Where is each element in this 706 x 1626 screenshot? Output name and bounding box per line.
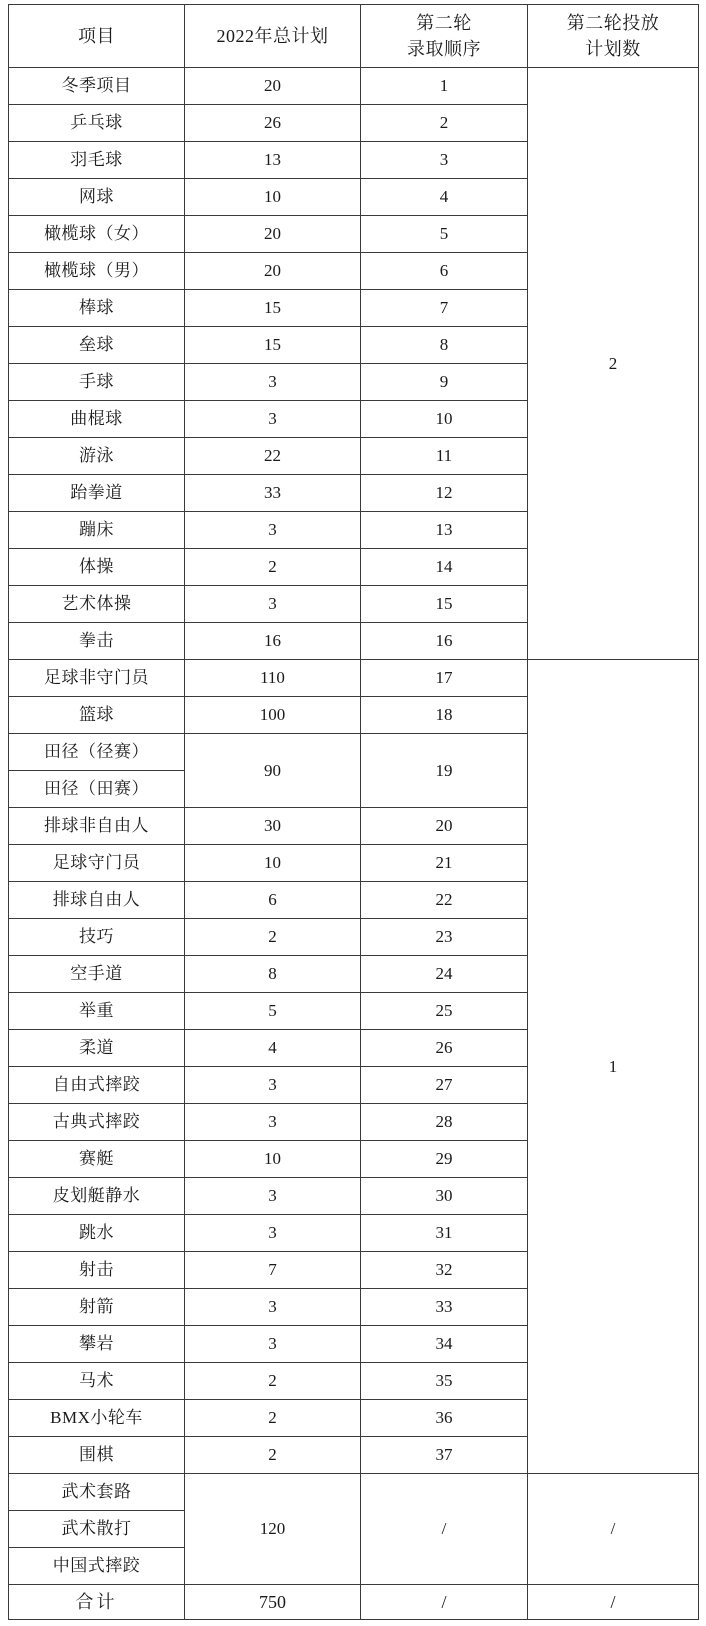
cell-item: 艺术体操: [9, 586, 185, 623]
cell-item: 武术套路: [9, 1474, 185, 1511]
cell-order: 31: [361, 1215, 528, 1252]
cell-item: 篮球: [9, 697, 185, 734]
cell-order: 13: [361, 512, 528, 549]
cell-order: 26: [361, 1030, 528, 1067]
cell-item: 射击: [9, 1252, 185, 1289]
cell-item: 足球守门员: [9, 845, 185, 882]
header-total-plan: 2022年总计划: [185, 5, 361, 68]
table-row: [9, 68, 699, 105]
cell-item: 拳击: [9, 623, 185, 660]
header-round2-order: [361, 5, 528, 68]
cell-order: 12: [361, 475, 528, 512]
cell-order: 6: [361, 253, 528, 290]
cell-item: 柔道: [9, 1030, 185, 1067]
cell-plan: 2: [185, 549, 361, 586]
cell-item: 田径（田赛）: [9, 771, 185, 808]
cell-plan: 26: [185, 105, 361, 142]
cell-total-label: 合计: [9, 1585, 185, 1620]
cell-order: 21: [361, 845, 528, 882]
cell-plan: 20: [185, 253, 361, 290]
cell-order: 5: [361, 216, 528, 253]
cell-item: 垒球: [9, 327, 185, 364]
cell-order: 8: [361, 327, 528, 364]
cell-plan: 6: [185, 882, 361, 919]
cell-plan: 3: [185, 401, 361, 438]
header-row: [9, 5, 699, 68]
cell-item: 举重: [9, 993, 185, 1030]
cell-order: 11: [361, 438, 528, 475]
cell-item: 排球自由人: [9, 882, 185, 919]
cell-order: 7: [361, 290, 528, 327]
table-header: [9, 5, 699, 68]
cell-order: 28: [361, 1104, 528, 1141]
cell-order: /: [361, 1474, 528, 1585]
cell-order: 24: [361, 956, 528, 993]
cell-item: BMX小轮车: [9, 1400, 185, 1437]
cell-item: 乒乓球: [9, 105, 185, 142]
cell-order: 9: [361, 364, 528, 401]
cell-plan: 100: [185, 697, 361, 734]
cell-order: 32: [361, 1252, 528, 1289]
cell-item: 田径（径赛）: [9, 734, 185, 771]
cell-order: 33: [361, 1289, 528, 1326]
cell-plan: 15: [185, 290, 361, 327]
cell-order: 2: [361, 105, 528, 142]
cell-order: 29: [361, 1141, 528, 1178]
cell-plan: 10: [185, 845, 361, 882]
cell-item: 曲棍球: [9, 401, 185, 438]
enrollment-plan-table: [8, 4, 699, 1620]
cell-plan: 3: [185, 1289, 361, 1326]
cell-item: 棒球: [9, 290, 185, 327]
header-item: 项目: [9, 5, 185, 68]
cell-plan: 5: [185, 993, 361, 1030]
cell-plan: 90: [185, 734, 361, 808]
cell-round2-plan-group2: 1: [528, 660, 699, 1474]
cell-order: 30: [361, 1178, 528, 1215]
cell-order: 17: [361, 660, 528, 697]
cell-round2-plan-group1: 2: [528, 68, 699, 660]
table-body: [9, 68, 699, 1620]
header-round2-plan-line2: 计划数: [585, 39, 641, 59]
cell-order: 25: [361, 993, 528, 1030]
header-round2-plan: [528, 5, 699, 68]
cell-item: 皮划艇静水: [9, 1178, 185, 1215]
cell-item: 攀岩: [9, 1326, 185, 1363]
cell-round2-plan-group3: /: [528, 1474, 699, 1585]
header-round2-plan-line1: 第二轮投放: [566, 12, 660, 33]
cell-order: 37: [361, 1437, 528, 1474]
cell-item: 羽毛球: [9, 142, 185, 179]
cell-plan: 10: [185, 179, 361, 216]
cell-item: 空手道: [9, 956, 185, 993]
cell-plan: 3: [185, 1067, 361, 1104]
cell-item: 跆拳道: [9, 475, 185, 512]
cell-item: 射箭: [9, 1289, 185, 1326]
cell-plan: 3: [185, 1215, 361, 1252]
cell-plan: 2: [185, 1437, 361, 1474]
cell-plan: 8: [185, 956, 361, 993]
cell-plan: 16: [185, 623, 361, 660]
cell-plan: 2: [185, 1363, 361, 1400]
cell-order: 36: [361, 1400, 528, 1437]
cell-total-plan: 750: [185, 1585, 361, 1620]
table-total-row: [9, 1585, 699, 1620]
cell-total-round2-plan: /: [528, 1585, 699, 1620]
cell-order: 35: [361, 1363, 528, 1400]
cell-order: 20: [361, 808, 528, 845]
cell-item: 冬季项目: [9, 68, 185, 105]
cell-order: 1: [361, 68, 528, 105]
cell-item: 网球: [9, 179, 185, 216]
cell-plan: 3: [185, 1104, 361, 1141]
cell-order: 19: [361, 734, 528, 808]
cell-item: 古典式摔跤: [9, 1104, 185, 1141]
cell-item: 游泳: [9, 438, 185, 475]
cell-plan: 3: [185, 1178, 361, 1215]
cell-order: 3: [361, 142, 528, 179]
cell-plan: 2: [185, 1400, 361, 1437]
cell-order: 34: [361, 1326, 528, 1363]
cell-item: 排球非自由人: [9, 808, 185, 845]
cell-item: 蹦床: [9, 512, 185, 549]
cell-item: 武术散打: [9, 1511, 185, 1548]
cell-plan: 13: [185, 142, 361, 179]
cell-item: 技巧: [9, 919, 185, 956]
table-row: [9, 1474, 699, 1511]
cell-plan: 110: [185, 660, 361, 697]
cell-item: 自由式摔跤: [9, 1067, 185, 1104]
cell-plan: 20: [185, 68, 361, 105]
cell-plan: 4: [185, 1030, 361, 1067]
header-round2-order-line1: 第二轮: [416, 12, 472, 33]
cell-item: 手球: [9, 364, 185, 401]
cell-item: 橄榄球（女）: [9, 216, 185, 253]
cell-item: 围棋: [9, 1437, 185, 1474]
table-row: [9, 660, 699, 697]
cell-order: 15: [361, 586, 528, 623]
cell-order: 18: [361, 697, 528, 734]
cell-plan: 120: [185, 1474, 361, 1585]
cell-plan: 20: [185, 216, 361, 253]
cell-plan: 22: [185, 438, 361, 475]
cell-plan: 3: [185, 512, 361, 549]
cell-item: 足球非守门员: [9, 660, 185, 697]
cell-order: 14: [361, 549, 528, 586]
cell-plan: 3: [185, 364, 361, 401]
cell-plan: 10: [185, 1141, 361, 1178]
cell-item: 马术: [9, 1363, 185, 1400]
cell-item: 体操: [9, 549, 185, 586]
cell-item: 橄榄球（男）: [9, 253, 185, 290]
cell-plan: 30: [185, 808, 361, 845]
cell-plan: 7: [185, 1252, 361, 1289]
cell-order: 4: [361, 179, 528, 216]
cell-item: 赛艇: [9, 1141, 185, 1178]
cell-order: 23: [361, 919, 528, 956]
cell-order: 10: [361, 401, 528, 438]
cell-order: 16: [361, 623, 528, 660]
header-round2-order-line2: 录取顺序: [407, 39, 481, 59]
cell-plan: 15: [185, 327, 361, 364]
cell-item: 中国式摔跤: [9, 1548, 185, 1585]
cell-plan: 2: [185, 919, 361, 956]
cell-plan: 3: [185, 586, 361, 623]
cell-total-order: /: [361, 1585, 528, 1620]
cell-plan: 33: [185, 475, 361, 512]
cell-plan: 3: [185, 1326, 361, 1363]
cell-order: 22: [361, 882, 528, 919]
cell-item: 跳水: [9, 1215, 185, 1252]
cell-order: 27: [361, 1067, 528, 1104]
